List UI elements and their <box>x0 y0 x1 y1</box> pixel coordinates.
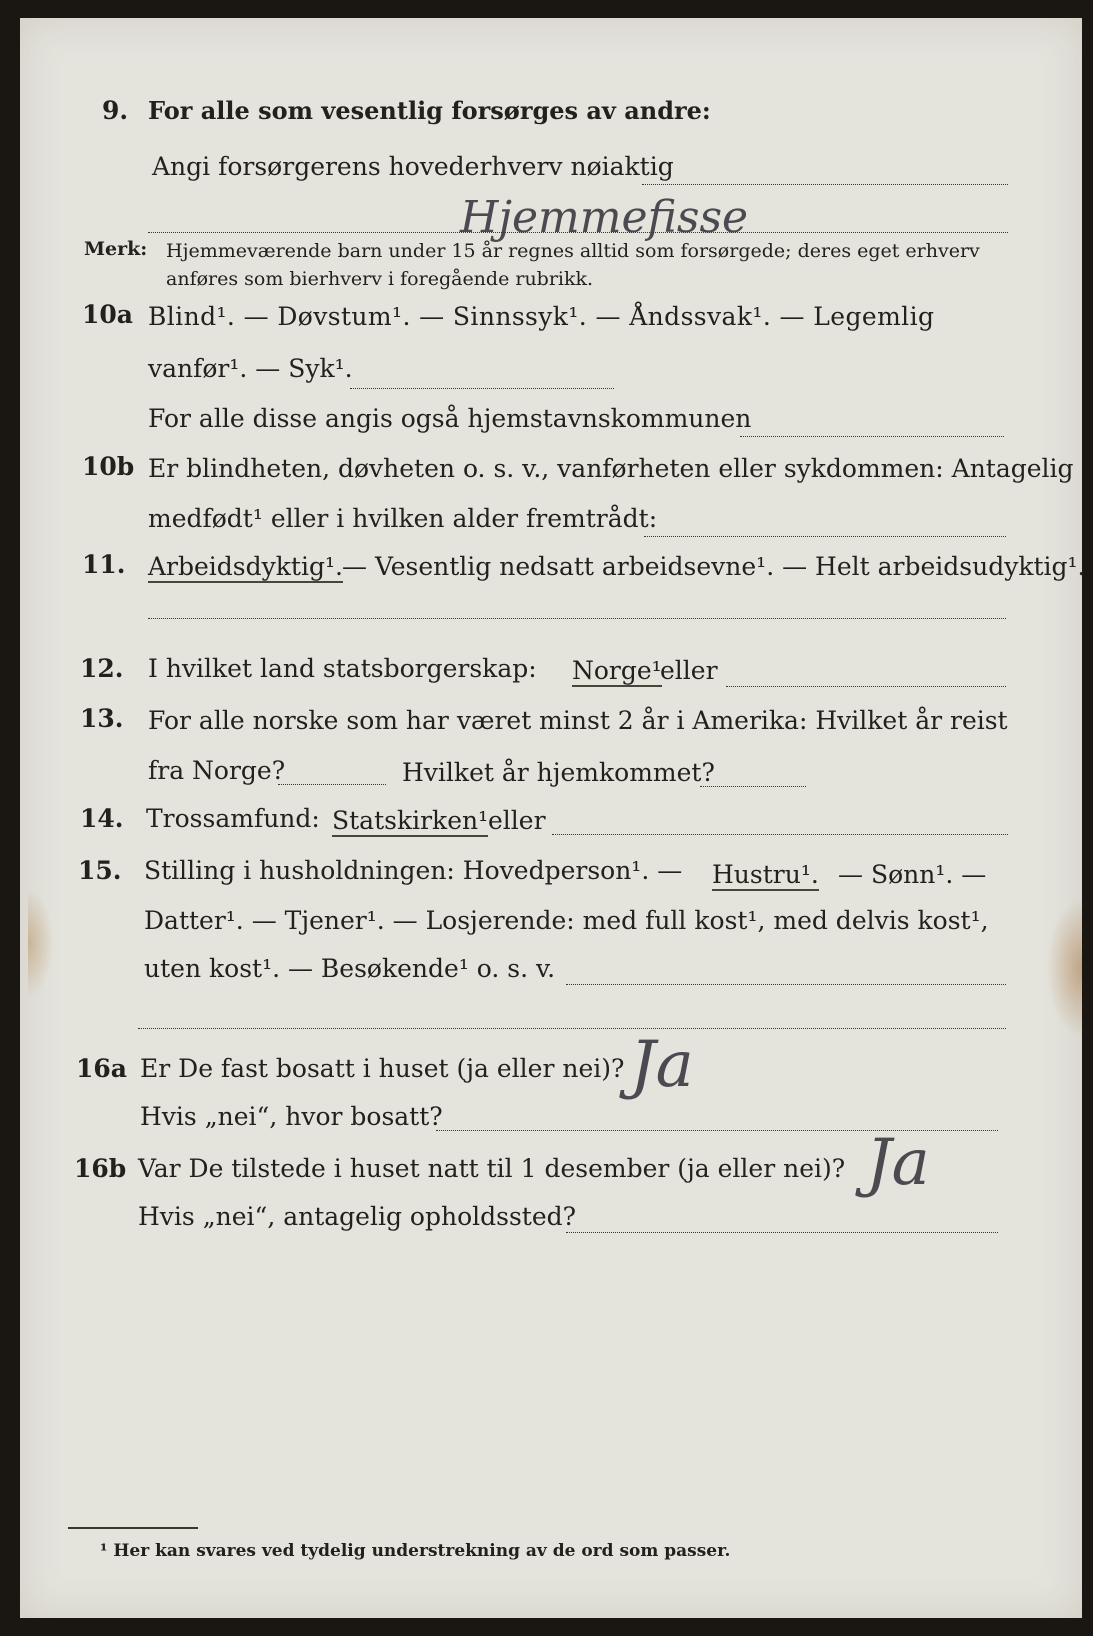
question-text: Blind¹. — Døvstum¹. — Sinnssyk¹. — Åndssvak¹. — Legemlig <box>148 302 935 331</box>
question-number: 9. <box>102 96 129 125</box>
question-text: eller <box>488 806 546 835</box>
question-number: 11. <box>82 550 126 579</box>
question-text: Hvis „nei“, hvor bosatt? <box>140 1102 443 1131</box>
note-label: Merk: <box>84 238 148 260</box>
question-number: 12. <box>80 654 124 683</box>
question-text: uten kost¹. — Besøkende¹ o. s. v. <box>144 954 556 983</box>
question-number: 13. <box>80 704 124 733</box>
question-text: eller <box>660 656 718 685</box>
question-number: 16a <box>76 1054 127 1083</box>
answer-line <box>644 536 1006 537</box>
answer-line <box>726 686 1006 687</box>
question-text: Hvis „nei“, antagelig opholdssted? <box>138 1202 577 1231</box>
answer-line <box>740 436 1004 437</box>
question-text: vanfør¹. — Syk¹. <box>148 354 353 383</box>
question-text: — Sønn¹. — <box>838 860 987 889</box>
question-number: 10b <box>82 452 135 481</box>
answer-line <box>148 618 1006 619</box>
option-arbeidsdyktig-underlined: Arbeidsdyktig¹. <box>148 552 343 581</box>
question-text: Er De fast bosatt i huset (ja eller nei)? <box>140 1054 625 1083</box>
answer-line <box>148 232 1008 233</box>
answer-line <box>566 1232 998 1233</box>
option-statskirken-underlined: Statskirken¹ <box>332 806 489 835</box>
footnote-rule <box>68 1527 198 1529</box>
handwritten-answer: Ja <box>630 1028 694 1102</box>
answer-line <box>552 834 1008 835</box>
question-number: 14. <box>80 804 124 833</box>
handwritten-answer: Ja <box>866 1126 930 1200</box>
note-text: anføres som bierhverv i foregående rubrikk. <box>166 268 594 290</box>
answer-line <box>566 984 1006 985</box>
question-number: 15. <box>78 856 122 885</box>
question-prompt: Angi forsørgerens hovederhverv nøiaktig <box>152 152 674 181</box>
census-form-page <box>20 18 1086 1618</box>
question-text: I hvilket land statsborgerskap: <box>148 654 537 683</box>
question-text: medfødt¹ eller i hvilken alder fremtrådt: <box>148 504 658 533</box>
option-hustru-underlined: Hustru¹. <box>712 860 819 889</box>
answer-line <box>642 184 1008 185</box>
question-text: Trossamfund: <box>146 804 320 833</box>
question-text: Er blindheten, døvheten o. s. v., vanførheten eller sykdommen: Antagelig <box>148 454 1074 483</box>
question-text: Var De tilstede i huset natt til 1 desember (ja eller nei)? <box>138 1154 846 1183</box>
question-text: For alle norske som har været minst 2 år i Amerika: Hvilket år reist <box>148 706 1008 735</box>
paper-stain <box>1046 898 1082 1038</box>
question-text: For alle disse angis også hjemstavnskommunen <box>148 404 752 433</box>
handwritten-answer: Hjemmefisse <box>460 192 749 243</box>
paper-stain <box>28 888 54 998</box>
note-text: Hjemmeværende barn under 15 år regnes alltid som forsørgede; deres eget erhverv <box>166 240 980 262</box>
question-number: 10a <box>82 300 133 329</box>
question-text: Datter¹. — Tjener¹. — Losjerende: med full kost¹, med delvis kost¹, <box>144 906 989 935</box>
answer-line <box>138 1028 1006 1029</box>
question-title: For alle som vesentlig forsørges av andre: <box>148 96 711 125</box>
answer-line <box>278 784 386 785</box>
answer-line <box>350 388 614 389</box>
option-norge-underlined: Norge¹ <box>572 656 662 685</box>
question-text: Hvilket år hjemkommet? <box>402 758 715 787</box>
answer-line <box>700 786 806 787</box>
question-text: Stilling i husholdningen: Hovedperson¹. — <box>144 856 683 885</box>
question-text: fra Norge? <box>148 756 286 785</box>
footnote: ¹ Her kan svares ved tydelig understrekning av de ord som passer. <box>100 1541 731 1561</box>
question-text: — Vesentlig nedsatt arbeidsevne¹. — Helt arbeidsudyktig¹. <box>342 552 1086 581</box>
question-number: 16b <box>74 1154 127 1183</box>
